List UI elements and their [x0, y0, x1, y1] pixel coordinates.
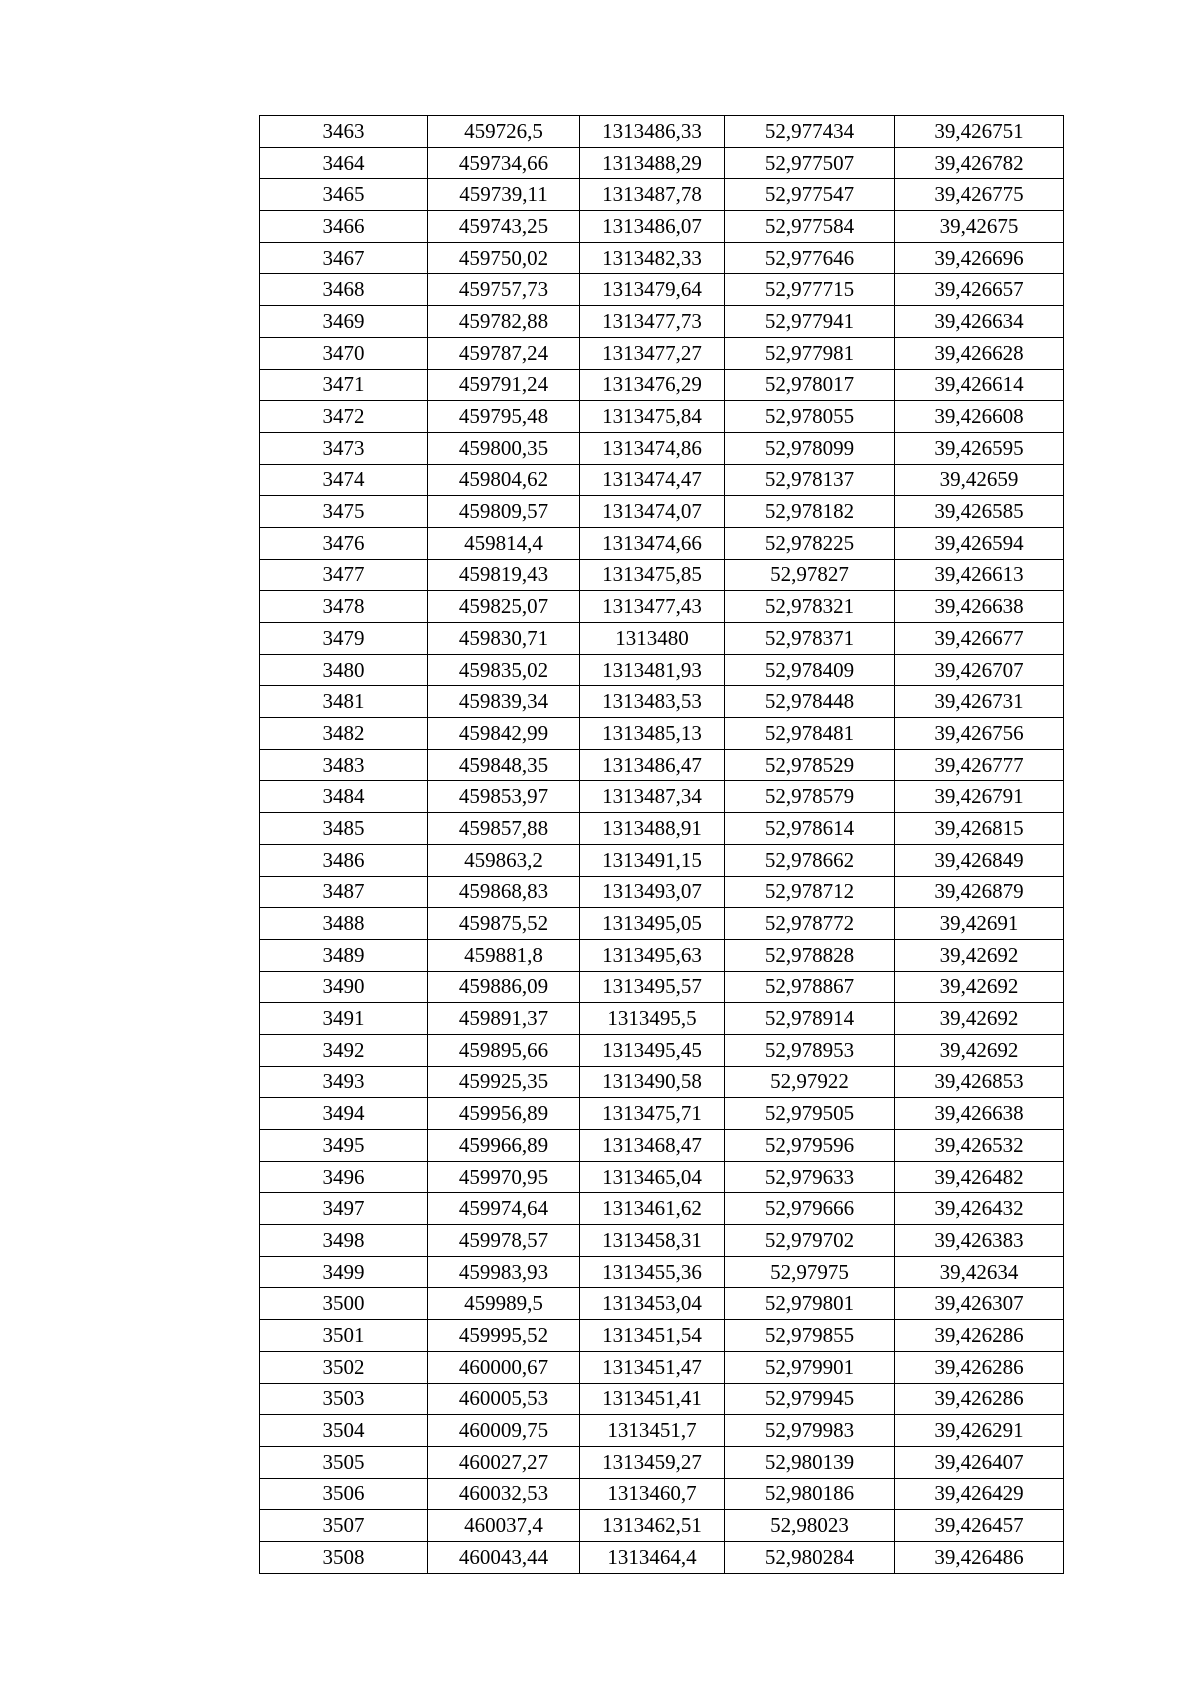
latitude-cell: 52,977981 — [725, 337, 895, 369]
latitude-cell: 52,979596 — [725, 1130, 895, 1162]
point-number-cell: 3482 — [260, 718, 428, 750]
y-coordinate-cell: 1313487,34 — [580, 781, 725, 813]
table-row — [260, 781, 1064, 813]
x-coordinate-cell: 459839,34 — [428, 686, 580, 718]
x-coordinate-cell: 459995,52 — [428, 1320, 580, 1352]
longitude-cell: 39,42692 — [895, 939, 1064, 971]
latitude-cell: 52,979505 — [725, 1098, 895, 1130]
y-coordinate-cell: 1313461,62 — [580, 1193, 725, 1225]
latitude-cell: 52,979945 — [725, 1383, 895, 1415]
table-row — [260, 116, 1064, 148]
longitude-cell: 39,42692 — [895, 971, 1064, 1003]
x-coordinate-cell: 459891,37 — [428, 1003, 580, 1035]
longitude-cell: 39,42634 — [895, 1256, 1064, 1288]
table-row — [260, 1193, 1064, 1225]
table-row — [260, 1161, 1064, 1193]
y-coordinate-cell: 1313459,27 — [580, 1446, 725, 1478]
table-row — [260, 1541, 1064, 1573]
x-coordinate-cell: 459970,95 — [428, 1161, 580, 1193]
table-row — [260, 147, 1064, 179]
y-coordinate-cell: 1313451,41 — [580, 1383, 725, 1415]
x-coordinate-cell: 460027,27 — [428, 1446, 580, 1478]
latitude-cell: 52,979855 — [725, 1320, 895, 1352]
y-coordinate-cell: 1313451,54 — [580, 1320, 725, 1352]
y-coordinate-cell: 1313460,7 — [580, 1478, 725, 1510]
y-coordinate-cell: 1313488,91 — [580, 813, 725, 845]
y-coordinate-cell: 1313491,15 — [580, 844, 725, 876]
point-number-cell: 3483 — [260, 749, 428, 781]
latitude-cell: 52,978712 — [725, 876, 895, 908]
point-number-cell: 3474 — [260, 464, 428, 496]
point-number-cell: 3492 — [260, 1034, 428, 1066]
latitude-cell: 52,978371 — [725, 623, 895, 655]
longitude-cell: 39,426731 — [895, 686, 1064, 718]
latitude-cell: 52,978225 — [725, 527, 895, 559]
point-number-cell: 3506 — [260, 1478, 428, 1510]
longitude-cell: 39,426777 — [895, 749, 1064, 781]
table-row — [260, 432, 1064, 464]
y-coordinate-cell: 1313476,29 — [580, 369, 725, 401]
latitude-cell: 52,980284 — [725, 1541, 895, 1573]
y-coordinate-cell: 1313483,53 — [580, 686, 725, 718]
longitude-cell: 39,426634 — [895, 306, 1064, 338]
x-coordinate-cell: 459983,93 — [428, 1256, 580, 1288]
point-number-cell: 3475 — [260, 496, 428, 528]
latitude-cell: 52,978448 — [725, 686, 895, 718]
table-row — [260, 1034, 1064, 1066]
latitude-cell: 52,978953 — [725, 1034, 895, 1066]
x-coordinate-cell: 459819,43 — [428, 559, 580, 591]
y-coordinate-cell: 1313451,7 — [580, 1415, 725, 1447]
longitude-cell: 39,426286 — [895, 1383, 1064, 1415]
table-row — [260, 718, 1064, 750]
y-coordinate-cell: 1313479,64 — [580, 274, 725, 306]
y-coordinate-cell: 1313475,85 — [580, 559, 725, 591]
table-row — [260, 401, 1064, 433]
latitude-cell: 52,978579 — [725, 781, 895, 813]
point-number-cell: 3470 — [260, 337, 428, 369]
latitude-cell: 52,977941 — [725, 306, 895, 338]
y-coordinate-cell: 1313495,05 — [580, 908, 725, 940]
x-coordinate-cell: 459925,35 — [428, 1066, 580, 1098]
table-row — [260, 464, 1064, 496]
x-coordinate-cell: 460000,67 — [428, 1351, 580, 1383]
latitude-cell: 52,977584 — [725, 211, 895, 243]
point-number-cell: 3466 — [260, 211, 428, 243]
latitude-cell: 52,978137 — [725, 464, 895, 496]
longitude-cell: 39,426657 — [895, 274, 1064, 306]
table-row — [260, 876, 1064, 908]
longitude-cell: 39,426638 — [895, 591, 1064, 623]
point-number-cell: 3463 — [260, 116, 428, 148]
y-coordinate-cell: 1313477,27 — [580, 337, 725, 369]
x-coordinate-cell: 459743,25 — [428, 211, 580, 243]
point-number-cell: 3472 — [260, 401, 428, 433]
y-coordinate-cell: 1313462,51 — [580, 1510, 725, 1542]
point-number-cell: 3486 — [260, 844, 428, 876]
latitude-cell: 52,979901 — [725, 1351, 895, 1383]
coordinates-table-body — [260, 116, 1064, 1574]
x-coordinate-cell: 459875,52 — [428, 908, 580, 940]
table-row — [260, 1066, 1064, 1098]
latitude-cell: 52,978914 — [725, 1003, 895, 1035]
longitude-cell: 39,426879 — [895, 876, 1064, 908]
longitude-cell: 39,42692 — [895, 1034, 1064, 1066]
table-row — [260, 844, 1064, 876]
x-coordinate-cell: 459757,73 — [428, 274, 580, 306]
y-coordinate-cell: 1313475,71 — [580, 1098, 725, 1130]
latitude-cell: 52,977646 — [725, 242, 895, 274]
longitude-cell: 39,426482 — [895, 1161, 1064, 1193]
latitude-cell: 52,978099 — [725, 432, 895, 464]
longitude-cell: 39,42675 — [895, 211, 1064, 243]
longitude-cell: 39,426638 — [895, 1098, 1064, 1130]
latitude-cell: 52,978182 — [725, 496, 895, 528]
x-coordinate-cell: 460032,53 — [428, 1478, 580, 1510]
table-row — [260, 591, 1064, 623]
y-coordinate-cell: 1313458,31 — [580, 1225, 725, 1257]
y-coordinate-cell: 1313495,5 — [580, 1003, 725, 1035]
longitude-cell: 39,426849 — [895, 844, 1064, 876]
latitude-cell: 52,979666 — [725, 1193, 895, 1225]
x-coordinate-cell: 459782,88 — [428, 306, 580, 338]
y-coordinate-cell: 1313474,47 — [580, 464, 725, 496]
longitude-cell: 39,426486 — [895, 1541, 1064, 1573]
point-number-cell: 3496 — [260, 1161, 428, 1193]
table-row — [260, 1256, 1064, 1288]
longitude-cell: 39,426608 — [895, 401, 1064, 433]
point-number-cell: 3481 — [260, 686, 428, 718]
latitude-cell: 52,978481 — [725, 718, 895, 750]
table-row — [260, 1383, 1064, 1415]
x-coordinate-cell: 459726,5 — [428, 116, 580, 148]
table-row — [260, 559, 1064, 591]
x-coordinate-cell: 460037,4 — [428, 1510, 580, 1542]
latitude-cell: 52,977715 — [725, 274, 895, 306]
point-number-cell: 3489 — [260, 939, 428, 971]
table-row — [260, 242, 1064, 274]
point-number-cell: 3507 — [260, 1510, 428, 1542]
longitude-cell: 39,42691 — [895, 908, 1064, 940]
point-number-cell: 3490 — [260, 971, 428, 1003]
longitude-cell: 39,426532 — [895, 1130, 1064, 1162]
point-number-cell: 3487 — [260, 876, 428, 908]
point-number-cell: 3501 — [260, 1320, 428, 1352]
y-coordinate-cell: 1313475,84 — [580, 401, 725, 433]
latitude-cell: 52,978828 — [725, 939, 895, 971]
table-row — [260, 971, 1064, 1003]
table-row — [260, 813, 1064, 845]
x-coordinate-cell: 459853,97 — [428, 781, 580, 813]
x-coordinate-cell: 459809,57 — [428, 496, 580, 528]
latitude-cell: 52,977507 — [725, 147, 895, 179]
point-number-cell: 3484 — [260, 781, 428, 813]
point-number-cell: 3498 — [260, 1225, 428, 1257]
x-coordinate-cell: 459842,99 — [428, 718, 580, 750]
y-coordinate-cell: 1313493,07 — [580, 876, 725, 908]
table-row — [260, 211, 1064, 243]
y-coordinate-cell: 1313490,58 — [580, 1066, 725, 1098]
y-coordinate-cell: 1313480 — [580, 623, 725, 655]
point-number-cell: 3499 — [260, 1256, 428, 1288]
latitude-cell: 52,978409 — [725, 654, 895, 686]
y-coordinate-cell: 1313486,07 — [580, 211, 725, 243]
longitude-cell: 39,426307 — [895, 1288, 1064, 1320]
longitude-cell: 39,426457 — [895, 1510, 1064, 1542]
table-row — [260, 1446, 1064, 1478]
x-coordinate-cell: 459966,89 — [428, 1130, 580, 1162]
longitude-cell: 39,426782 — [895, 147, 1064, 179]
y-coordinate-cell: 1313477,43 — [580, 591, 725, 623]
latitude-cell: 52,977547 — [725, 179, 895, 211]
longitude-cell: 39,426775 — [895, 179, 1064, 211]
longitude-cell: 39,426585 — [895, 496, 1064, 528]
point-number-cell: 3504 — [260, 1415, 428, 1447]
latitude-cell: 52,978772 — [725, 908, 895, 940]
x-coordinate-cell: 459978,57 — [428, 1225, 580, 1257]
longitude-cell: 39,426594 — [895, 527, 1064, 559]
point-number-cell: 3464 — [260, 147, 428, 179]
latitude-cell: 52,97827 — [725, 559, 895, 591]
point-number-cell: 3485 — [260, 813, 428, 845]
longitude-cell: 39,426286 — [895, 1320, 1064, 1352]
y-coordinate-cell: 1313482,33 — [580, 242, 725, 274]
latitude-cell: 52,978055 — [725, 401, 895, 433]
y-coordinate-cell: 1313486,33 — [580, 116, 725, 148]
longitude-cell: 39,426291 — [895, 1415, 1064, 1447]
point-number-cell: 3488 — [260, 908, 428, 940]
y-coordinate-cell: 1313468,47 — [580, 1130, 725, 1162]
table-row — [260, 1478, 1064, 1510]
table-row — [260, 939, 1064, 971]
point-number-cell: 3477 — [260, 559, 428, 591]
longitude-cell: 39,426756 — [895, 718, 1064, 750]
latitude-cell: 52,978017 — [725, 369, 895, 401]
x-coordinate-cell: 459989,5 — [428, 1288, 580, 1320]
longitude-cell: 39,426696 — [895, 242, 1064, 274]
longitude-cell: 39,426432 — [895, 1193, 1064, 1225]
x-coordinate-cell: 459825,07 — [428, 591, 580, 623]
y-coordinate-cell: 1313464,4 — [580, 1541, 725, 1573]
longitude-cell: 39,426286 — [895, 1351, 1064, 1383]
x-coordinate-cell: 460043,44 — [428, 1541, 580, 1573]
y-coordinate-cell: 1313487,78 — [580, 179, 725, 211]
x-coordinate-cell: 459791,24 — [428, 369, 580, 401]
table-row — [260, 1351, 1064, 1383]
point-number-cell: 3478 — [260, 591, 428, 623]
x-coordinate-cell: 459814,4 — [428, 527, 580, 559]
point-number-cell: 3494 — [260, 1098, 428, 1130]
table-row — [260, 1510, 1064, 1542]
latitude-cell: 52,978867 — [725, 971, 895, 1003]
table-row — [260, 306, 1064, 338]
longitude-cell: 39,426751 — [895, 116, 1064, 148]
point-number-cell: 3502 — [260, 1351, 428, 1383]
x-coordinate-cell: 459804,62 — [428, 464, 580, 496]
table-row — [260, 527, 1064, 559]
point-number-cell: 3465 — [260, 179, 428, 211]
table-row — [260, 337, 1064, 369]
table-row — [260, 1415, 1064, 1447]
x-coordinate-cell: 459881,8 — [428, 939, 580, 971]
table-row — [260, 274, 1064, 306]
longitude-cell: 39,42692 — [895, 1003, 1064, 1035]
y-coordinate-cell: 1313495,63 — [580, 939, 725, 971]
point-number-cell: 3497 — [260, 1193, 428, 1225]
table-row — [260, 623, 1064, 655]
latitude-cell: 52,979801 — [725, 1288, 895, 1320]
latitude-cell: 52,97922 — [725, 1066, 895, 1098]
y-coordinate-cell: 1313485,13 — [580, 718, 725, 750]
x-coordinate-cell: 460005,53 — [428, 1383, 580, 1415]
y-coordinate-cell: 1313455,36 — [580, 1256, 725, 1288]
y-coordinate-cell: 1313474,86 — [580, 432, 725, 464]
point-number-cell: 3503 — [260, 1383, 428, 1415]
y-coordinate-cell: 1313477,73 — [580, 306, 725, 338]
point-number-cell: 3479 — [260, 623, 428, 655]
latitude-cell: 52,980186 — [725, 1478, 895, 1510]
point-number-cell: 3500 — [260, 1288, 428, 1320]
point-number-cell: 3480 — [260, 654, 428, 686]
point-number-cell: 3467 — [260, 242, 428, 274]
point-number-cell: 3493 — [260, 1066, 428, 1098]
latitude-cell: 52,978321 — [725, 591, 895, 623]
longitude-cell: 39,426853 — [895, 1066, 1064, 1098]
longitude-cell: 39,426614 — [895, 369, 1064, 401]
y-coordinate-cell: 1313453,04 — [580, 1288, 725, 1320]
longitude-cell: 39,42659 — [895, 464, 1064, 496]
x-coordinate-cell: 459956,89 — [428, 1098, 580, 1130]
table-row — [260, 908, 1064, 940]
longitude-cell: 39,426407 — [895, 1446, 1064, 1478]
latitude-cell: 52,97975 — [725, 1256, 895, 1288]
point-number-cell: 3495 — [260, 1130, 428, 1162]
latitude-cell: 52,978529 — [725, 749, 895, 781]
latitude-cell: 52,979702 — [725, 1225, 895, 1257]
x-coordinate-cell: 459868,83 — [428, 876, 580, 908]
point-number-cell: 3473 — [260, 432, 428, 464]
longitude-cell: 39,426383 — [895, 1225, 1064, 1257]
x-coordinate-cell: 459863,2 — [428, 844, 580, 876]
longitude-cell: 39,426613 — [895, 559, 1064, 591]
y-coordinate-cell: 1313474,07 — [580, 496, 725, 528]
table-row — [260, 1098, 1064, 1130]
table-row — [260, 749, 1064, 781]
table-row — [260, 686, 1064, 718]
y-coordinate-cell: 1313488,29 — [580, 147, 725, 179]
table-row — [260, 1003, 1064, 1035]
table-row — [260, 1130, 1064, 1162]
x-coordinate-cell: 459739,11 — [428, 179, 580, 211]
latitude-cell: 52,977434 — [725, 116, 895, 148]
table-row — [260, 654, 1064, 686]
longitude-cell: 39,426628 — [895, 337, 1064, 369]
table-row — [260, 1288, 1064, 1320]
point-number-cell: 3468 — [260, 274, 428, 306]
x-coordinate-cell: 459857,88 — [428, 813, 580, 845]
latitude-cell: 52,980139 — [725, 1446, 895, 1478]
x-coordinate-cell: 459848,35 — [428, 749, 580, 781]
y-coordinate-cell: 1313465,04 — [580, 1161, 725, 1193]
x-coordinate-cell: 459795,48 — [428, 401, 580, 433]
latitude-cell: 52,978662 — [725, 844, 895, 876]
x-coordinate-cell: 459835,02 — [428, 654, 580, 686]
latitude-cell: 52,979983 — [725, 1415, 895, 1447]
latitude-cell: 52,98023 — [725, 1510, 895, 1542]
y-coordinate-cell: 1313481,93 — [580, 654, 725, 686]
x-coordinate-cell: 459974,64 — [428, 1193, 580, 1225]
point-number-cell: 3491 — [260, 1003, 428, 1035]
coordinates-table — [259, 115, 1064, 1574]
point-number-cell: 3476 — [260, 527, 428, 559]
x-coordinate-cell: 459895,66 — [428, 1034, 580, 1066]
y-coordinate-cell: 1313451,47 — [580, 1351, 725, 1383]
longitude-cell: 39,426677 — [895, 623, 1064, 655]
longitude-cell: 39,426791 — [895, 781, 1064, 813]
longitude-cell: 39,426815 — [895, 813, 1064, 845]
x-coordinate-cell: 459830,71 — [428, 623, 580, 655]
y-coordinate-cell: 1313495,57 — [580, 971, 725, 1003]
longitude-cell: 39,426595 — [895, 432, 1064, 464]
x-coordinate-cell: 459800,35 — [428, 432, 580, 464]
y-coordinate-cell: 1313486,47 — [580, 749, 725, 781]
point-number-cell: 3508 — [260, 1541, 428, 1573]
longitude-cell: 39,426429 — [895, 1478, 1064, 1510]
point-number-cell: 3469 — [260, 306, 428, 338]
table-row — [260, 496, 1064, 528]
y-coordinate-cell: 1313474,66 — [580, 527, 725, 559]
longitude-cell: 39,426707 — [895, 654, 1064, 686]
latitude-cell: 52,978614 — [725, 813, 895, 845]
point-number-cell: 3471 — [260, 369, 428, 401]
x-coordinate-cell: 460009,75 — [428, 1415, 580, 1447]
table-row — [260, 1320, 1064, 1352]
x-coordinate-cell: 459734,66 — [428, 147, 580, 179]
x-coordinate-cell: 459787,24 — [428, 337, 580, 369]
latitude-cell: 52,979633 — [725, 1161, 895, 1193]
point-number-cell: 3505 — [260, 1446, 428, 1478]
table-row — [260, 369, 1064, 401]
x-coordinate-cell: 459750,02 — [428, 242, 580, 274]
table-row — [260, 179, 1064, 211]
table-row — [260, 1225, 1064, 1257]
y-coordinate-cell: 1313495,45 — [580, 1034, 725, 1066]
x-coordinate-cell: 459886,09 — [428, 971, 580, 1003]
